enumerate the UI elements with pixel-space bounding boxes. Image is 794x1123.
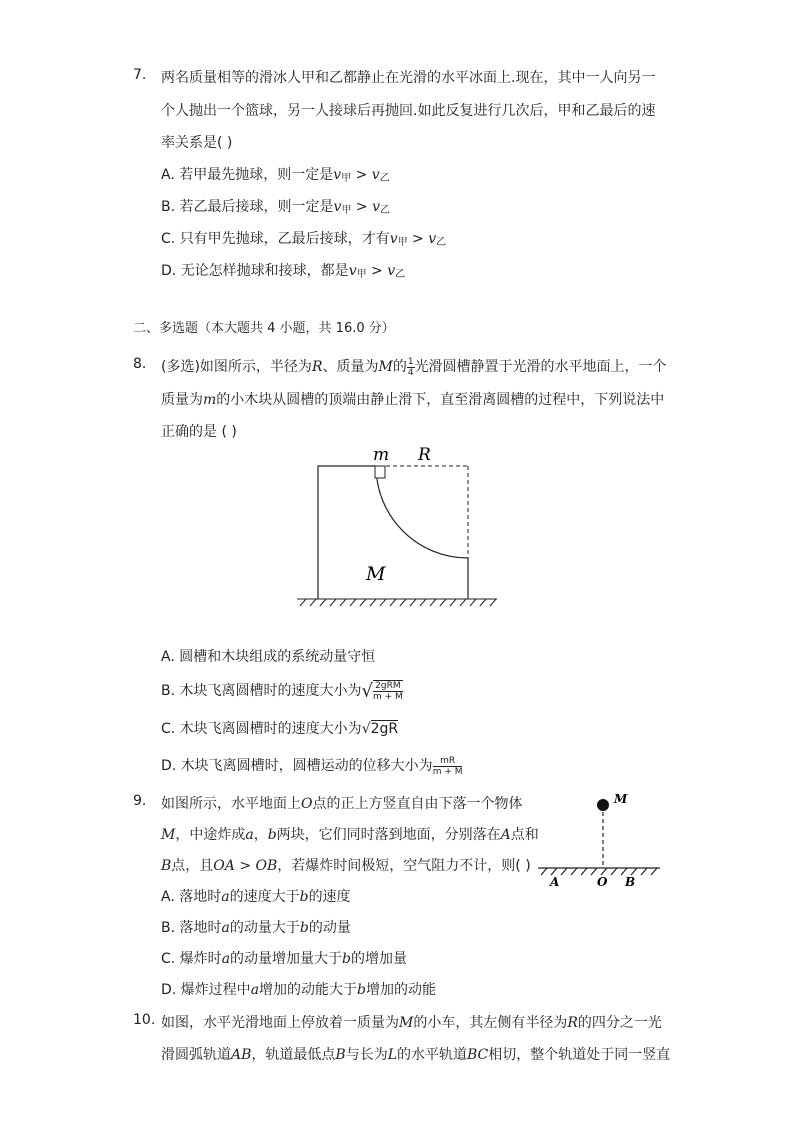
text: 相切，整个轨道处于同一竖直 xyxy=(488,1047,671,1063)
option-label: A. xyxy=(161,649,175,665)
var-a: a xyxy=(221,951,231,967)
text: 如图，水平光滑地面上停放着一质量为 xyxy=(161,1015,399,1031)
q8-stem-line3: 正确的是 ( ) xyxy=(161,424,237,440)
option-text: 圆槽和木块组成的系统动量守恒 xyxy=(179,649,376,665)
fig-label-m: m xyxy=(373,445,390,465)
object-M-ball xyxy=(597,799,609,811)
q9-option-c[interactable] xyxy=(161,948,407,968)
var-v: v xyxy=(387,263,396,279)
radical-sign: √ xyxy=(361,680,373,702)
text: 的动量增加量大于 xyxy=(230,951,343,967)
denominator: m + M xyxy=(373,692,403,702)
var-O: O xyxy=(301,796,313,812)
text: (多选)如图所示，半径为 xyxy=(161,359,312,375)
fraction xyxy=(373,681,403,702)
text: 的 xyxy=(392,359,407,375)
text: 的水平轨道 xyxy=(397,1047,467,1063)
option-label: D. xyxy=(161,982,177,998)
subscript: 乙 xyxy=(395,269,406,280)
small-block xyxy=(375,466,385,478)
var-b: b xyxy=(342,951,352,967)
var-B: B xyxy=(335,1047,346,1063)
text: 滑圆弧轨道 xyxy=(161,1047,231,1063)
text: ，若爆炸时间极短，空气阻力不计，则( ) xyxy=(277,858,531,874)
text: 的速度 xyxy=(308,889,351,905)
var-R: R xyxy=(567,1015,578,1031)
text: 点和 xyxy=(510,827,539,843)
q9-option-b[interactable] xyxy=(161,917,351,937)
q10-number: 10. xyxy=(133,1012,156,1028)
fig-label-R: R xyxy=(418,445,431,465)
fig-label-M: M xyxy=(366,563,386,585)
text: 的小车，其左侧有半径为 xyxy=(413,1015,568,1031)
denominator: m + M xyxy=(432,766,463,777)
q7-option-b[interactable] xyxy=(161,196,390,216)
var-A: A xyxy=(500,827,511,843)
sqrt-expression xyxy=(362,680,403,702)
subscript: 甲 xyxy=(397,237,408,248)
text: 光滑圆槽静置于光滑的水平地面上，一个 xyxy=(414,359,667,375)
option-label: C. xyxy=(161,951,176,967)
groove-body xyxy=(318,466,468,599)
text: 落地时 xyxy=(179,920,222,936)
q9-option-a[interactable] xyxy=(161,886,351,906)
var-b: b xyxy=(299,889,309,905)
q7-number: 7. xyxy=(133,67,147,83)
text: 点的正上方竖直自由下落一个物体 xyxy=(312,796,523,812)
text: ，轨道最低点 xyxy=(251,1047,336,1063)
q7-stem-line3: 率关系是( ) xyxy=(161,135,233,151)
q7-option-a[interactable] xyxy=(161,164,390,184)
q10-stem-line2 xyxy=(161,1044,670,1064)
text: 与长为 xyxy=(345,1047,388,1063)
text: 的增加量 xyxy=(351,951,408,967)
q9-figure xyxy=(535,790,665,890)
text: 、质量为 xyxy=(322,359,379,375)
var-a: a xyxy=(250,982,260,998)
inequality: OA > OB xyxy=(213,858,278,874)
fig-label-O: O xyxy=(597,875,608,889)
q8-figure xyxy=(292,440,502,610)
var-b: b xyxy=(299,920,309,936)
q8-number: 8. xyxy=(133,356,147,372)
q8-stem-line2 xyxy=(161,389,664,409)
var-m: m xyxy=(203,392,217,408)
relation: > xyxy=(351,167,372,183)
var-R: R xyxy=(311,359,323,375)
option-text: 木块飞离圆槽时，圆槽运动的位移大小为 xyxy=(180,758,433,774)
option-text: 木块飞离圆槽时的速度大小为 xyxy=(179,721,362,737)
text: 落地时 xyxy=(179,889,222,905)
subscript: 甲 xyxy=(341,173,352,184)
var-v: v xyxy=(348,263,357,279)
text: ，中途炸成 xyxy=(175,827,246,843)
text: 爆炸过程中 xyxy=(180,982,251,998)
var-v: v xyxy=(428,231,437,247)
q7-option-d[interactable] xyxy=(161,260,405,280)
fig-label-M: M xyxy=(614,792,628,806)
option-text: 若乙最后接球，则一定是 xyxy=(179,199,334,215)
q10-stem-line1 xyxy=(161,1012,662,1032)
fraction-quarter xyxy=(407,357,415,378)
var-v: v xyxy=(371,167,380,183)
var-b: b xyxy=(267,827,277,843)
var-M: M xyxy=(378,359,393,375)
subscript: 乙 xyxy=(379,173,390,184)
text: 增加的动能大于 xyxy=(259,982,358,998)
subscript: 乙 xyxy=(436,237,447,248)
q8-stem-line1 xyxy=(161,356,667,378)
relation: > xyxy=(351,199,373,215)
numerator: 1 xyxy=(407,356,414,367)
var-a: a xyxy=(245,827,254,843)
q9-option-d[interactable] xyxy=(161,979,436,999)
numerator: mR xyxy=(433,756,463,767)
var-L: L xyxy=(387,1047,397,1063)
q8-option-b[interactable] xyxy=(161,680,403,702)
fig-label-A: A xyxy=(550,875,560,889)
q9-number: 9. xyxy=(133,793,147,809)
var-BC: BC xyxy=(467,1047,489,1063)
text: ， xyxy=(253,827,268,843)
text: 爆炸时 xyxy=(179,951,222,967)
q9-stem-line3 xyxy=(161,855,531,875)
var-a: a xyxy=(221,889,230,905)
option-text: 木块飞离圆槽时的速度大小为 xyxy=(179,683,362,699)
text: 点，且 xyxy=(171,858,214,874)
option-label: A. xyxy=(161,167,175,183)
q8-option-c[interactable] xyxy=(161,718,398,738)
radical-sign: √ xyxy=(361,721,371,737)
var-a: a xyxy=(221,920,230,936)
q9-stem-line1 xyxy=(161,793,522,813)
option-label: C. xyxy=(161,231,176,247)
denominator: 4 xyxy=(407,367,414,378)
relation: > xyxy=(366,263,388,279)
q7-option-c[interactable] xyxy=(161,228,446,248)
fig-label-B: B xyxy=(625,875,636,889)
subscript: 乙 xyxy=(380,205,390,216)
text: 的四分之一光 xyxy=(577,1015,662,1031)
q8-option-a[interactable] xyxy=(161,646,375,666)
option-text: 若甲最先抛球，则一定是 xyxy=(179,167,334,183)
option-label: B. xyxy=(161,920,176,936)
subscript: 甲 xyxy=(356,269,367,280)
radicand: 2gR xyxy=(370,721,399,737)
ground-hatch xyxy=(297,599,497,606)
radicand xyxy=(373,680,403,702)
var-M: M xyxy=(161,827,176,843)
text: 如图所示，水平地面上 xyxy=(161,796,301,812)
option-text: 只有甲先抛球，乙最后接球，才有 xyxy=(179,231,390,247)
option-text: 无论怎样抛球和接球，都是 xyxy=(180,263,349,279)
q8-option-d[interactable] xyxy=(161,755,462,777)
var-v: v xyxy=(389,231,398,247)
option-label: C. xyxy=(161,721,176,737)
ground-hatch xyxy=(538,868,660,875)
text: 两块，它们同时落到地面，分别落在 xyxy=(276,827,501,843)
option-label: A. xyxy=(161,889,175,905)
text: 质量为 xyxy=(161,392,203,408)
text: 的动量 xyxy=(308,920,351,936)
option-label: B. xyxy=(161,199,176,215)
relation: > xyxy=(407,231,429,247)
q7-stem-line1: 两名质量相等的滑冰人甲和乙都静止在光滑的水平冰面上.现在，其中一人向另一 xyxy=(161,70,656,86)
q7-stem-line2: 个人抛出一个篮球，另一人接球后再抛回.如此反复进行几次后，甲和乙最后的速 xyxy=(161,103,656,119)
option-label: D. xyxy=(161,758,177,774)
var-B: B xyxy=(161,858,172,874)
var-v: v xyxy=(333,167,342,183)
var-AB: AB xyxy=(231,1047,252,1063)
section-title: 二、多选题（本大题共 4 小题，共 16.0 分） xyxy=(133,321,395,336)
text: 的动量大于 xyxy=(229,920,300,936)
numerator: 2gRM xyxy=(373,681,403,692)
text: 的速度大于 xyxy=(229,889,300,905)
option-label: D. xyxy=(161,263,177,279)
var-v: v xyxy=(333,199,342,215)
subscript: 甲 xyxy=(341,205,352,216)
var-b: b xyxy=(357,982,367,998)
fraction xyxy=(433,756,463,777)
option-label: B. xyxy=(161,683,176,699)
var-v: v xyxy=(372,199,380,215)
text: 增加的动能 xyxy=(366,982,437,998)
text: 的小木块从圆槽的顶端由静止滑下，直至滑离圆槽的过程中，下列说法中 xyxy=(216,392,665,408)
var-M: M xyxy=(399,1015,414,1031)
q9-stem-line2 xyxy=(161,824,539,844)
